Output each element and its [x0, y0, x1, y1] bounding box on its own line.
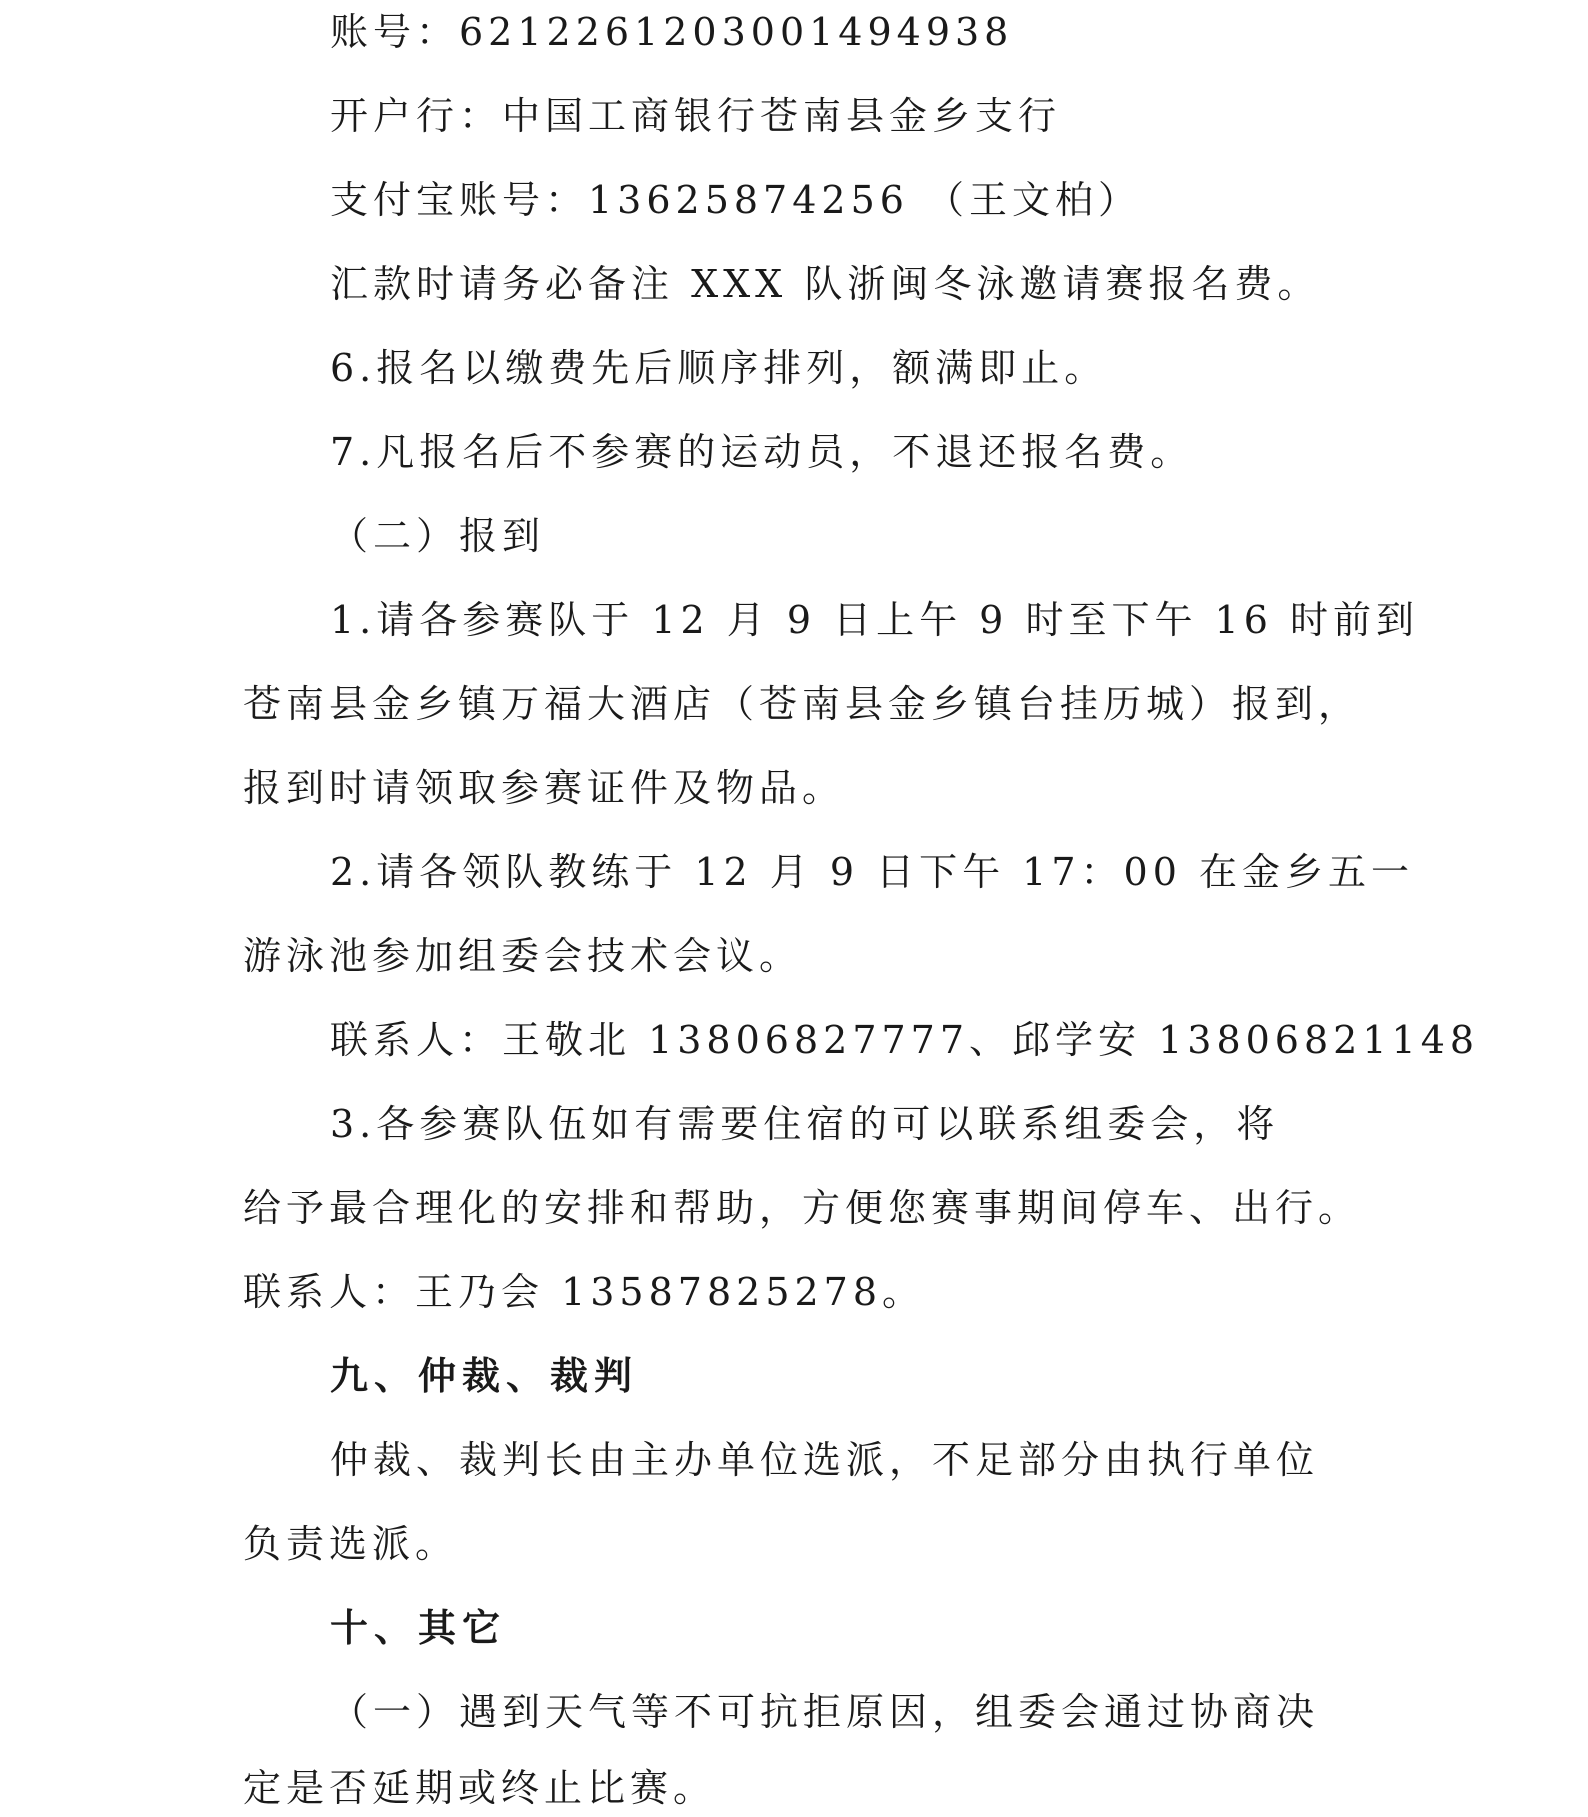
section-10-heading: 十、其它: [330, 1606, 507, 1650]
remittance-note-line: 汇款时请务必备注 XXX 队浙闽冬泳邀请赛报名费。: [330, 262, 1321, 306]
alipay-line: 支付宝账号：13625874256 （王文柏）: [330, 178, 1142, 222]
reg-item-2-line-2: 游泳池参加组委会技术会议。: [243, 934, 803, 978]
contact-line-1: 联系人：王敬北 13806827777、邱学安 13806821148: [330, 1018, 1480, 1062]
reg-item-2-line-1: 2.请各领队教练于 12 月 9 日下午 17：00 在金乡五一: [330, 850, 1414, 894]
contact-line-2: 联系人：王乃会 13587825278。: [243, 1270, 926, 1314]
reg-item-1-line-1: 1.请各参赛队于 12 月 9 日上午 9 时至下午 16 时前到: [330, 598, 1419, 642]
arbitration-line-2: 负责选派。: [243, 1522, 459, 1566]
reg-item-1-line-3: 报到时请领取参赛证件及物品。: [243, 766, 846, 810]
subsection-registration-heading: （二）报到: [330, 514, 546, 558]
account-number-line: 账号：6212261203001494938: [330, 10, 1014, 54]
item-6-line: 6.报名以缴费先后顺序排列，额满即止。: [330, 346, 1108, 390]
bank-line: 开户行：中国工商银行苍南县金乡支行: [330, 94, 1062, 138]
arbitration-line-1: 仲裁、裁判长由主办单位选派，不足部分由执行单位: [330, 1438, 1320, 1482]
reg-item-1-line-2: 苍南县金乡镇万福大酒店（苍南县金乡镇台挂历城）报到，: [243, 682, 1362, 726]
reg-item-3-line-2: 给予最合理化的安排和帮助，方便您赛事期间停车、出行。: [243, 1186, 1362, 1230]
other-item-1-line-1: （一）遇到天气等不可抗拒原因，组委会通过协商决: [330, 1690, 1320, 1734]
reg-item-3-line-1: 3.各参赛队伍如有需要住宿的可以联系组委会，将: [330, 1102, 1280, 1146]
item-7-line: 7.凡报名后不参赛的运动员，不退还报名费。: [330, 430, 1194, 474]
section-9-heading: 九、仲裁、裁判: [330, 1354, 639, 1398]
other-item-1-line-2: 定是否延期或终止比赛。: [243, 1766, 717, 1810]
